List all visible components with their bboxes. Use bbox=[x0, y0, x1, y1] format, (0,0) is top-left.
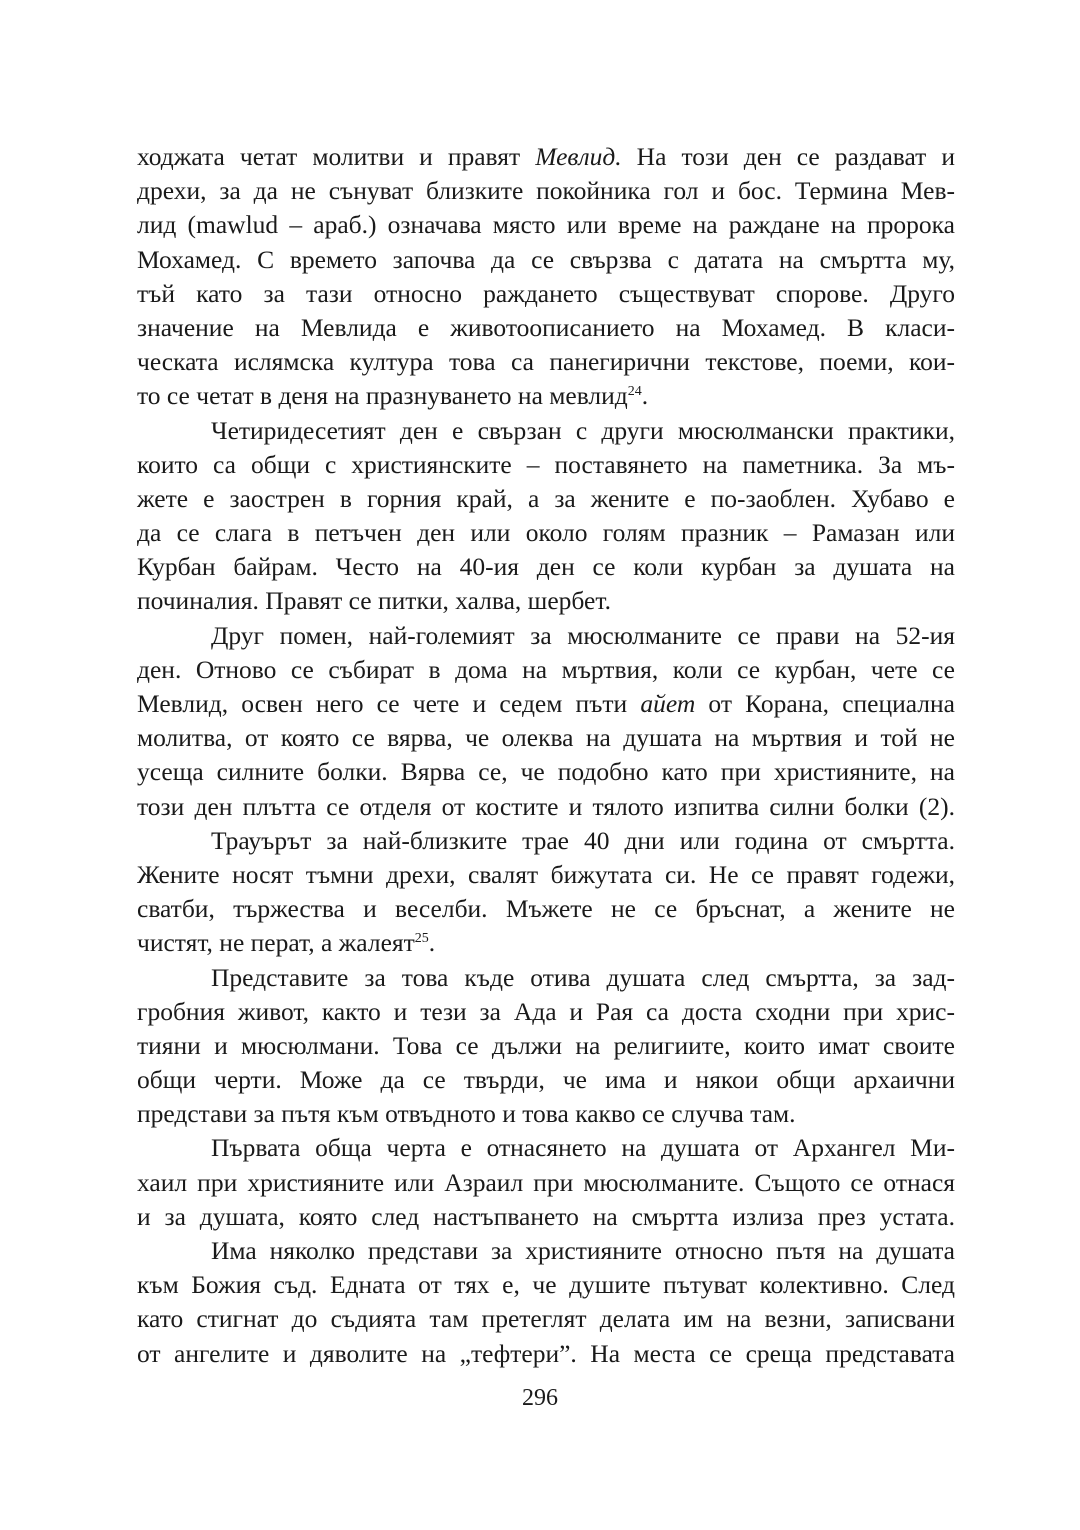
text-line: от ангелите и дяволите на „тефтери”. На места се среща представата bbox=[137, 1338, 955, 1368]
text-line: Първата обща черта е отнасянето на душата от Архангел Ми- bbox=[211, 1133, 955, 1163]
text-line: дрехи, за да не сънуват близките покойника гол и бос. Термина Мев- bbox=[137, 176, 955, 206]
text-line: Жените носят тъмни дрехи, свалят бижутата си. Не се правят годежи, bbox=[137, 859, 955, 889]
page-number: 296 bbox=[522, 1385, 558, 1411]
text-line: то се четат в деня на празнуването на мевлид$^{24}$. bbox=[137, 381, 649, 411]
text-line: Представите за това къде отива душата след смъртта, за зад- bbox=[211, 962, 955, 992]
text-line: Има няколко представи за християните относно пътя на душата bbox=[211, 1236, 955, 1265]
text-line: към Божия съд. Едната от тях е, че душите пътуват колективно. След bbox=[137, 1270, 955, 1300]
text-line: Мевлид, освен него се чете и седем пъти айет от Корана, специална bbox=[137, 689, 955, 718]
footnote-ref: 24 bbox=[627, 384, 642, 400]
text-line: този ден плътта се отделя от костите и тялото изпитва силни болки (2). bbox=[137, 791, 955, 821]
text-line: ходжата четат молитви и правят Мевлид. На този ден се раздават и bbox=[137, 142, 955, 171]
text-line: жете е заострен в горния край, а за жените е по-заоблен. Хубаво е bbox=[137, 483, 955, 513]
text-line: ден. Отново се събират в дома на мъртвия, коли се курбан, чете се bbox=[137, 654, 955, 684]
text-line: чистят, не перат, а жалеят$^{25}$. bbox=[137, 928, 436, 958]
paragraph bbox=[137, 619, 955, 824]
text-line: гробния живот, както и тези за Ада и Рая са доста сходни при хрис- bbox=[137, 996, 955, 1026]
text-line: тъй като за тази относно раждането съществуват спорове. Друго bbox=[137, 278, 955, 308]
paragraph bbox=[137, 414, 955, 619]
text-line: сватби, тържества и веселби. Мъжете не се бръснат, а жените не bbox=[137, 894, 955, 924]
text-line: Друг помен, най-големият за мюсюлманите се прави на 52-ия bbox=[211, 620, 955, 650]
footnote-ref: 25 bbox=[414, 931, 429, 947]
text-line: усеща силните болки. Вярва се, че подобно като при християните, на bbox=[137, 757, 955, 787]
text-line: починалия. Правят се питки, халва, шербет. bbox=[137, 586, 611, 616]
paragraph bbox=[137, 961, 955, 1132]
text-line: да се слага в петъчен ден или около голям празник – Рамазан или bbox=[137, 518, 955, 548]
italic-term: айет bbox=[640, 689, 696, 718]
text-line: ческата ислямска култура това са панегирични текстове, поеми, кои- bbox=[137, 347, 955, 377]
text-line: молитва, от която се вярва, че олеква на душата на мъртвия и той не bbox=[137, 723, 955, 753]
text-line: хаил при християните или Азраил при мюсюлманите. Същото се отнася bbox=[137, 1167, 955, 1197]
text-line: лид (mawlud – араб.) означава място или време на раждане на пророка bbox=[137, 210, 955, 240]
text-line: значение на Мевлида е животоописанието на Мохамед. В класи- bbox=[137, 312, 955, 342]
text-line: Курбан байрам. Често на 40-ия ден се коли курбан за душата на bbox=[137, 552, 955, 582]
text-line: представи за пътя към отвъдното и това какво се случва там. bbox=[137, 1099, 796, 1129]
paragraph bbox=[137, 824, 955, 961]
text-line: Мохамед. С времето започва да се свързва с датата на смъртта му, bbox=[137, 244, 955, 274]
text-line: общи черти. Може да се твърди, че има и някои общи архаични bbox=[137, 1065, 955, 1095]
paragraph bbox=[137, 140, 955, 414]
text-line: Трауърът за най-близките трае 40 дни или година от смъртта. bbox=[211, 825, 955, 855]
text-line: и за душата, която след настъпването на смъртта излиза през устата. bbox=[137, 1201, 955, 1231]
text-line: като стигнат до съдията там претеглят делата им на везни, записвани bbox=[137, 1304, 955, 1334]
text-line: Четиридесетият ден е свързан с други мюсюлмански практики, bbox=[211, 415, 955, 445]
paragraph bbox=[137, 1234, 955, 1371]
body-text bbox=[137, 140, 955, 1371]
text-line: тияни и мюсюлмани. Това се дължи на религиите, които имат своите bbox=[137, 1030, 955, 1060]
text-line: които са общи с християнските – поставянето на паметника. За мъ- bbox=[137, 449, 955, 479]
italic-term: Мевлид. bbox=[535, 142, 622, 171]
paragraph bbox=[137, 1131, 955, 1234]
